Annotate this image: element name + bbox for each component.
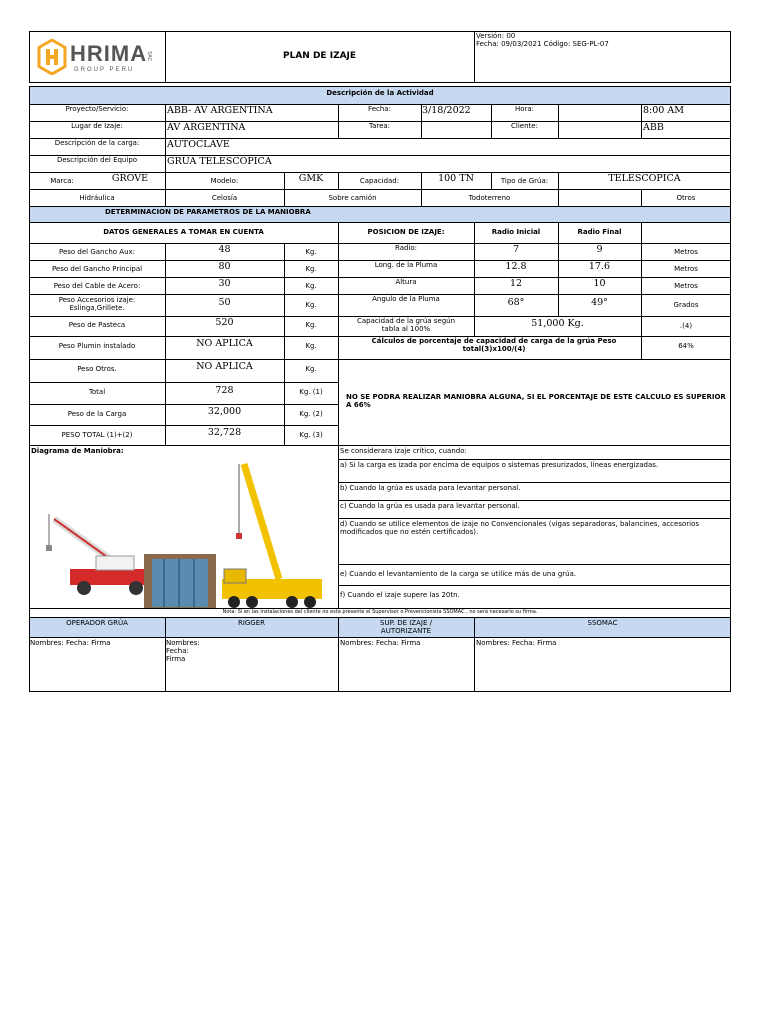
equipo-label: Descripción del Equipo: [56, 156, 138, 164]
critico-item-d: d) Cuando se utilice elementos de izaje no Convencionales (vigas separadoras, balancines, accesorios modificados que no estén certificados).: [340, 520, 699, 536]
peso-total-unit: Kg. (3): [299, 431, 323, 439]
parametros-title: DETERMINACION DE PARAMETROS DE LA MANIOBRA: [105, 208, 311, 216]
long-pluma-inicial: 12.8: [505, 261, 527, 272]
fecha-value: 3/18/2022: [422, 105, 471, 116]
peso-pasteca-value: 520: [215, 317, 234, 328]
altura-label: Altura: [395, 278, 417, 286]
firma-rigger-field[interactable]: Nombres: Fecha: Firma: [166, 639, 200, 663]
modelo-value: GMK: [298, 173, 324, 184]
equipo-value: GRUA TELESCOPICA: [167, 156, 272, 167]
critico-item-c: c) Cuando la grúa es usada para levantar personal.: [340, 502, 520, 510]
altura-unit: Metros: [674, 282, 698, 290]
peso-accesorios-label: Peso Accesorios izaje: Eslinga,Grillete.: [58, 296, 136, 312]
fecha-label: Fecha:: [368, 105, 391, 113]
peso-gancho-aux-unit: Kg.: [305, 248, 317, 256]
angulo-label: Angulo de la Pluma: [372, 295, 440, 303]
radio-final-header: Radio Final: [577, 228, 622, 236]
critico-item-b: b) Cuando la grúa es usada para levantar personal.: [340, 484, 521, 492]
lugar-label: Lugar de Izaje:: [71, 122, 123, 130]
posicion-title: POSICION DE IZAJE:: [367, 228, 445, 236]
peso-gancho-principal-unit: Kg.: [305, 265, 317, 273]
marca-label: Marca:: [50, 177, 74, 185]
angulo-inicial: 68°: [507, 297, 525, 308]
peso-total-label: PESO TOTAL (1)+(2): [61, 431, 133, 439]
crane-diagram-image: [34, 459, 334, 609]
nota-text: Nota: Si en las instalaciones del cliente no esta presente el Supervisor o Prevencionista SSOMAC , no será necesario su firma.: [222, 609, 538, 615]
document-title: PLAN DE IZAJE: [283, 51, 357, 61]
capacidad-tabla-value: 51,000 Kg.: [531, 318, 584, 329]
firma-supervisor-field[interactable]: Nombres: Fecha: Firma: [340, 639, 421, 647]
tipo-hidraulica: Hidráulica: [79, 194, 115, 202]
warning-text: NO SE PODRA REALIZAR MANIOBRA ALGUNA, SI EL PORCENTAJE DE ESTE CALCULO ES SUPERIOR A 66%: [346, 393, 726, 409]
peso-gancho-principal-label: Peso del Gancho Principal: [51, 265, 143, 273]
peso-carga-label: Peso de la Carga: [67, 410, 127, 418]
tipo-sobre-camion: Sobre camión: [328, 194, 377, 202]
calculo-label: Cálculos de porcentaje de capacidad de carga de la grúa Peso total(3)x100/(4): [371, 337, 617, 353]
peso-gancho-principal-value: 80: [218, 261, 231, 272]
radio-unit: Metros: [674, 248, 698, 256]
firma-header-ssomac: SSOMAC: [587, 619, 618, 627]
firma-ssomac-field[interactable]: Nombres: Fecha: Firma: [476, 639, 557, 647]
peso-cable-label: Peso del Cable de Acero:: [53, 282, 141, 290]
logo-side-text: SAC: [146, 51, 152, 62]
total-unit: Kg. (1): [299, 388, 323, 396]
modelo-label: Modelo:: [210, 177, 239, 185]
hora-label: Hora:: [514, 105, 535, 113]
long-pluma-label: Long. de la Pluma: [374, 261, 438, 269]
firma-header-operador: OPERADOR GRÚA: [66, 619, 128, 627]
peso-pasteca-label: Peso de Pasteca: [68, 321, 126, 329]
version-text: Versión: 00: [476, 32, 516, 40]
hrima-logo-icon: [37, 39, 67, 75]
carga-label: Descripción de la carga:: [54, 139, 140, 147]
cliente-value: ABB: [643, 122, 664, 133]
datos-title: DATOS GENERALES A TOMAR EN CUENTA: [103, 228, 264, 236]
long-pluma-unit: Metros: [674, 265, 698, 273]
peso-cable-value: 30: [218, 278, 231, 289]
radio-inicial-value: 7: [512, 244, 520, 255]
peso-otros-unit: Kg.: [305, 365, 317, 373]
critico-item-e: e) Cuando el levantamiento de la carga se utilice más de una grúa.: [340, 570, 577, 578]
carga-value: AUTOCLAVE: [167, 139, 230, 150]
radio-label: Radio:: [394, 244, 418, 252]
company-logo: [37, 39, 162, 77]
peso-otros-value: NO APLICA: [196, 361, 253, 372]
right-crane-icon: [222, 464, 322, 608]
altura-inicial: 12: [509, 278, 523, 289]
peso-accesorios-unit: Kg.: [305, 301, 317, 309]
radio-inicial-header: Radio Inicial: [491, 228, 541, 236]
peso-carga-value: 32,000: [207, 406, 242, 417]
peso-pasteca-unit: Kg.: [305, 321, 317, 329]
logo-subtitle: GROUP PERU: [74, 67, 135, 73]
firma-operador-field[interactable]: Nombres: Fecha: Firma: [30, 639, 111, 647]
date-code-text: Fecha: 09/03/2021 Código: SEG-PL-07: [476, 40, 609, 48]
peso-gancho-aux-value: 48: [218, 244, 231, 255]
autoclave-load-image: [144, 554, 216, 609]
peso-plumin-value: NO APLICA: [196, 338, 253, 349]
critico-item-a: a) Si la carga es izada por encima de equipos o sistemas presurizados, líneas energizadas.: [340, 461, 659, 469]
altura-final: 10: [593, 278, 606, 289]
firma-header-supervisor: SUP. DE IZAJE / AUTORIZANTE: [380, 619, 432, 635]
proyecto-value: ABB- AV ARGENTINA: [167, 105, 273, 116]
peso-total-value: 32,728: [207, 427, 242, 438]
diagrama-title: Diagrama de Maniobra:: [31, 447, 124, 455]
peso-cable-unit: Kg.: [305, 282, 317, 290]
peso-otros-label: Peso Otros.: [77, 365, 117, 373]
cliente-label: Cliente:: [511, 122, 538, 130]
total-label: Total: [88, 388, 106, 396]
tarea-label: Tarea:: [368, 122, 391, 130]
peso-carga-unit: Kg. (2): [299, 410, 323, 418]
long-pluma-final: 17.6: [588, 261, 611, 272]
critico-item-f: f) Cuando el izaje supere las 20tn.: [340, 591, 460, 599]
logo-name: HRIMA: [70, 41, 148, 66]
tipo-value: TELESCOPICA: [608, 173, 681, 184]
marca-value: GROVE: [111, 173, 149, 184]
proyecto-label: Proyecto/Servicio:: [65, 105, 129, 113]
critico-title: Se considerara izaje crítico, cuando:: [340, 447, 467, 455]
capacidad-tabla-label: Capacidad de la grúa según tabla al 100%: [356, 317, 456, 333]
tipo-todoterreno: Todoterreno: [468, 194, 511, 202]
angulo-unit: Grados: [673, 301, 699, 309]
angulo-final: 49°: [591, 297, 608, 308]
firma-header-rigger: RIGGER: [237, 619, 266, 627]
peso-plumin-label: Peso Plumin instalado: [58, 342, 136, 350]
tipo-label: Tipo de Grúa:: [500, 177, 549, 185]
peso-accesorios-value: 50: [218, 297, 231, 308]
tipo-otros: Otros: [676, 194, 696, 202]
calculo-value: 64%: [678, 342, 694, 350]
capacidad-label: Capacidad:: [359, 177, 400, 185]
left-crane-icon: [46, 514, 150, 595]
actividad-title: Descripción de la Actividad: [326, 89, 434, 97]
peso-gancho-aux-label: Peso del Gancho Aux:: [58, 248, 136, 256]
capacidad-value: 100 TN: [438, 173, 474, 184]
total-value: 728: [215, 385, 234, 396]
capacidad-tabla-unit: .(4): [679, 322, 693, 330]
peso-plumin-unit: Kg.: [305, 342, 317, 350]
tipo-celosia: Celosía: [211, 194, 238, 202]
hora-value: 8:00 AM: [643, 105, 684, 116]
lugar-value: AV ARGENTINA: [167, 122, 246, 133]
radio-final-value: 9: [596, 244, 603, 255]
